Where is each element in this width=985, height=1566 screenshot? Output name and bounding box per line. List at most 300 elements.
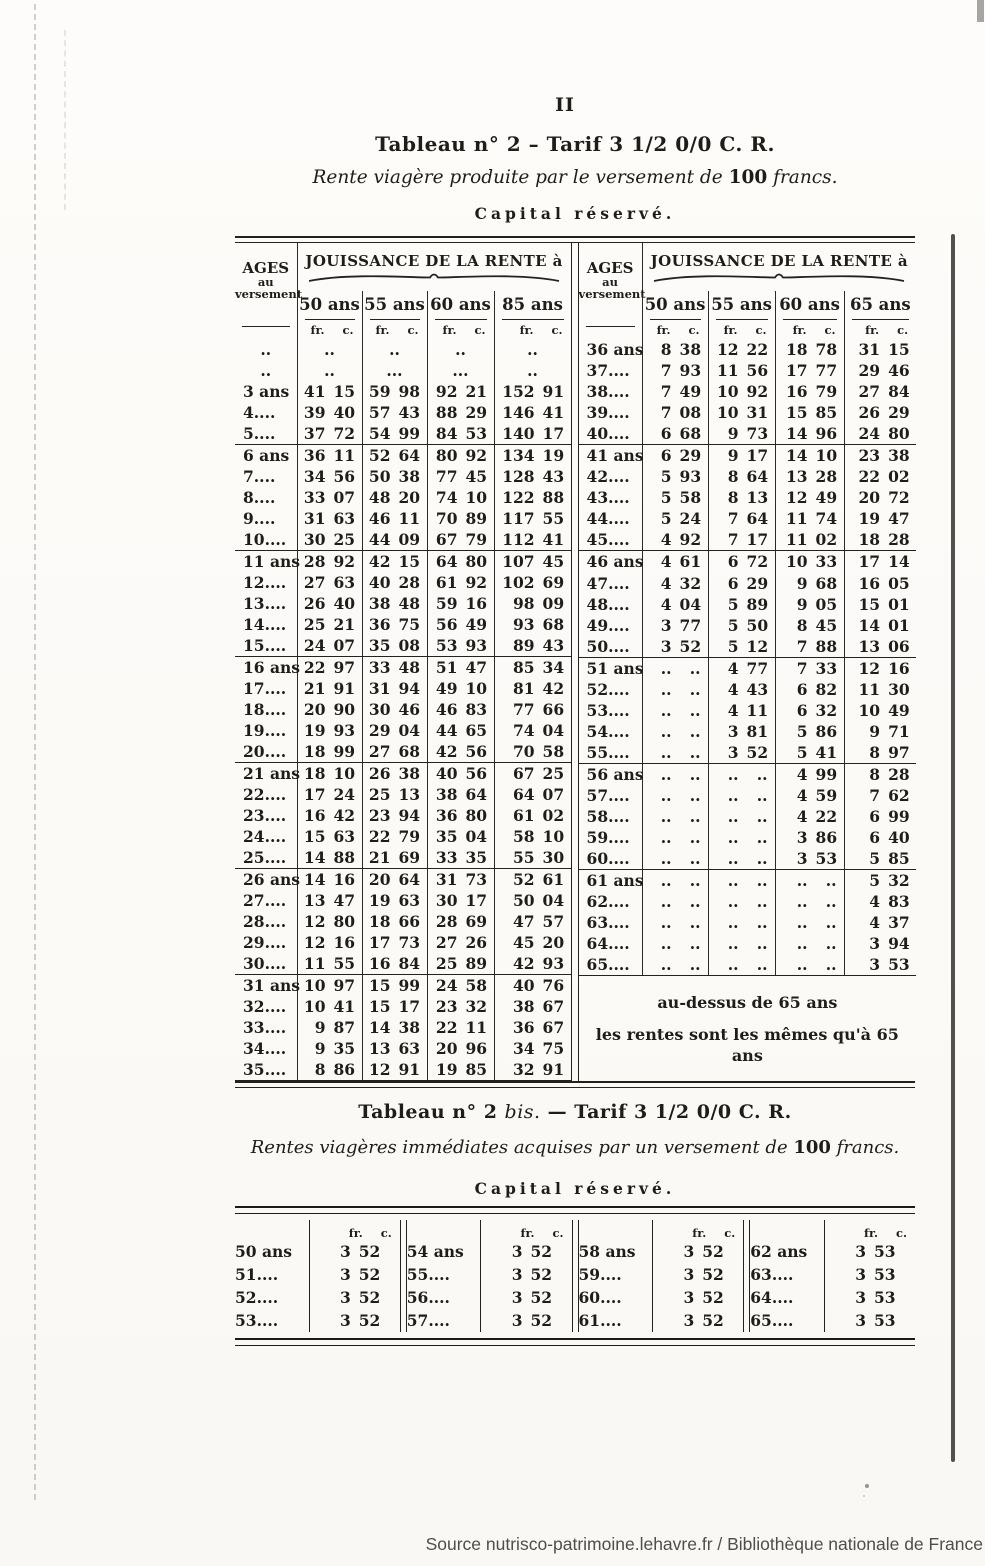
value-cell [362,741,427,763]
value-cell [427,678,494,699]
table-row [235,657,571,679]
fr-c-value: .. .. [660,786,701,805]
value-cell [775,423,844,445]
fr-c-value: 4 43 [727,679,769,699]
age-label: 57.... [586,786,630,805]
fr-c-value: 64 80 [435,552,488,571]
c-label: c. [824,323,836,337]
table-row [578,402,916,423]
fr-c-value: .. .. [727,955,768,975]
value-cell [427,911,494,932]
value-cell [362,529,427,551]
age-label: 46 ans [586,552,644,572]
value-cell [642,339,708,360]
fr-c-value: 98 09 [512,594,565,613]
value-cell [775,806,844,827]
fr-c-value: 61 02 [512,806,565,825]
above-65-note [578,976,916,1081]
fr-c-value: 56 49 [435,615,488,634]
fr-c-value: 24 07 [303,636,356,655]
fr-label: fr. [310,323,325,337]
value-cell [297,975,362,997]
value-cell [775,700,844,721]
value-cell [708,360,775,381]
value-cell [427,847,494,869]
fr-c-value: 84 53 [435,424,488,443]
ages-header [235,243,303,317]
value-cell [775,529,844,551]
fr-c-value: 26 38 [368,764,421,783]
value-cell [708,381,775,402]
value-cell [297,1059,362,1081]
table-row [235,1309,400,1332]
value-cell [427,360,494,381]
fr-label: fr. [792,323,807,337]
fr-c-value: .. .. [727,807,768,827]
annuity-table [235,236,915,1088]
fr-c-value: 19 93 [303,721,356,740]
fr-c-value: 51 47 [435,658,488,677]
fr-c-value: 4 04 [660,594,702,614]
fr-c-value: 57 43 [368,403,421,422]
fr-c-value: 29 46 [858,361,910,381]
age-label: 59.... [578,1265,622,1284]
value-cell [362,996,427,1017]
value-cell [642,487,708,508]
value-cell [494,551,571,573]
age-label: 6 ans [243,446,290,465]
age-label: 53.... [586,700,630,720]
age-label: 55.... [578,742,642,764]
value-cell [427,572,494,593]
table1-title: Tableau n° 2 – Tarif 3 1/2 0/0 C. R. [375,132,775,156]
fr-c-value: 4 11 [727,700,769,720]
value-cell [642,573,708,594]
value-cell [642,381,708,402]
value-cell [297,763,362,785]
fr-c-value: 7 17 [727,530,769,550]
value-cell [362,975,427,997]
value-cell [844,529,916,551]
fr-c-value: 31 73 [435,870,488,889]
age-label: 33.... [243,1018,287,1037]
age-label: 65.... [750,1311,794,1330]
age-label: 40.... [578,423,642,445]
value-cell [427,699,494,720]
value-cell [708,848,775,870]
value-cell [642,827,708,848]
fr-c-value: 74 04 [512,721,565,740]
fr-c-value: .. .. [660,892,701,912]
age-label: 42.... [586,467,630,487]
age-label: 32.... [243,997,287,1016]
fr-c-value: 36 80 [435,806,488,825]
table-row [578,742,916,764]
age-label: 51 ans [586,658,644,678]
c-label: c. [342,323,354,337]
bottom-right-scan-specks [865,1484,869,1488]
value-cell [494,805,571,826]
fr-c-value: 23 32 [435,997,488,1016]
value-cell [708,529,775,551]
age-label: 16 ans [243,658,301,677]
age-label: .. [260,340,272,359]
fr-c-value: 10 97 [303,976,356,995]
fr-c-value: 146 41 [502,403,565,422]
fr-c-value: 3 52 [339,1288,381,1307]
value-cell [427,953,494,975]
fr-c-header [309,1220,400,1240]
fr-c-value: 61 92 [435,573,488,592]
c-label: c. [688,323,700,337]
fr-c-value: 9 35 [314,1039,356,1058]
value-cell [481,1309,572,1332]
fr-c-value: 18 28 [858,530,910,550]
fr-c-value: 35 08 [368,636,421,655]
value-cell [642,785,708,806]
fr-c-value: 12 22 [716,340,769,360]
value-cell [427,593,494,614]
value-cell [844,848,916,870]
fr-c-value: 8 97 [869,742,910,762]
fr-c-value: .. [324,340,335,359]
fr-c-value: ... [386,361,403,380]
age-label: 12.... [243,573,287,592]
value-cell [494,614,571,635]
table-row [579,1286,744,1309]
value-cell [708,721,775,742]
value-cell [494,741,571,763]
fr-c-value: 8 13 [727,488,769,508]
age-label: 57.... [406,1311,450,1330]
value-cell [494,572,571,593]
fr-c-value: 14 96 [785,424,838,444]
ages-line3: versement [578,286,646,301]
value-cell [362,805,427,826]
fr-c-value: 3 52 [339,1265,381,1284]
value-cell [708,679,775,700]
value-cell [297,805,362,826]
age-label: 5.... [235,423,297,445]
table-row [578,445,916,467]
value-cell [708,700,775,721]
table-row [235,911,571,932]
value-cell [642,763,708,785]
fr-c-value: 35 04 [435,827,488,846]
fr-c-value: 3 52 [660,636,702,656]
value-cell [362,466,427,487]
age-label: 41 ans [586,446,644,466]
value-cell [775,933,844,954]
fr-c-value: .. .. [660,807,701,827]
fr-c-value: 36 11 [303,446,356,465]
value-cell [362,699,427,720]
value-cell [494,975,571,997]
value-cell [494,996,571,1017]
value-cell [653,1263,744,1286]
age-label: 30.... [235,953,297,975]
value-cell [494,699,571,720]
table-row [407,1309,572,1332]
fr-c-value: 45 20 [512,933,565,952]
value-cell [642,402,708,423]
fr-c-value: 20 96 [435,1039,488,1058]
fr-c-value: 70 89 [435,509,488,528]
fr-c-value: 13 28 [785,467,838,487]
fr-c-value: 26 40 [303,594,356,613]
age-label: 26 ans [243,870,301,889]
bis-bottom-double-rule [235,1338,915,1346]
fr-c-value: 22 97 [303,658,356,677]
age-label: 36 ans [586,340,644,360]
age-label: 62.... [586,892,630,912]
value-cell [297,445,362,467]
value-cell [297,720,362,741]
value-cell [708,339,775,360]
age-label: 63.... [750,1265,794,1284]
fr-c-value: 16 79 [785,382,838,402]
fr-c-value: .. [527,361,538,380]
value-cell [297,339,362,360]
fr-c-value: 8 64 [727,467,769,487]
value-cell [653,1240,744,1263]
value-cell [775,870,844,892]
col-head-85: 85 ans [494,291,571,317]
value-cell [297,784,362,805]
fr-c-value: 152 91 [502,382,565,401]
value-cell [708,466,775,487]
age-label: 54 ans [406,1242,464,1261]
fr-c-value: 6 99 [869,807,910,827]
table-row [578,933,916,954]
value-cell [708,445,775,467]
table-row [235,826,571,847]
fr-c-value: 13 06 [858,636,910,656]
fr-c-value: .. .. [660,955,701,975]
value-cell [427,551,494,573]
fr-c-value: .. .. [727,871,768,891]
fr-c-value: fr. c. [692,1226,736,1240]
fr-c-value: 41 15 [303,382,356,401]
fr-c-value: 5 32 [869,871,910,891]
value-cell [708,487,775,508]
fr-c-value: 3 53 [855,1265,896,1284]
fr-c-value: 3 81 [727,721,769,741]
value-cell [297,657,362,679]
value-cell [297,826,362,847]
fr-c-value: 14 16 [303,870,356,889]
fr-c-value: 38 67 [512,997,565,1016]
table-row [578,721,916,742]
value-cell [844,721,916,742]
table-row [235,720,571,741]
age-label: .. [260,361,272,380]
value-cell [309,1240,400,1263]
value-cell [427,657,494,679]
bis-group-table [750,1220,915,1332]
age-label: 49.... [586,615,630,635]
ages-line1: AGES [586,258,634,277]
table-row [235,1059,571,1081]
value-cell [427,466,494,487]
age-label: 17.... [243,679,287,698]
fr-c-value: 20 90 [303,700,356,719]
col-head-60: 60 ans [775,291,844,317]
fr-label: fr. [442,323,457,337]
value-cell [362,869,427,891]
value-cell [494,445,571,467]
fr-c-value: 24 58 [435,976,488,995]
fr-c-value: 13 47 [303,891,356,910]
value-cell [775,551,844,573]
value-cell [775,487,844,508]
fr-c-value: 3 52 [683,1311,724,1330]
value-cell [824,1309,915,1332]
fr-c-value: 6 29 [727,573,769,593]
fr-c-value: 22 02 [858,467,910,487]
value-cell [362,847,427,869]
value-cell [494,911,571,932]
value-cell [642,912,708,933]
value-cell [481,1263,572,1286]
table-row [578,806,916,827]
value-cell [297,890,362,911]
fr-c-value: 67 25 [512,764,565,783]
table-row [235,784,571,805]
fr-c-value: 17 14 [858,552,910,572]
fr-c-value: 40 56 [435,764,488,783]
fr-c-header [297,317,362,339]
fr-c-value: 28 69 [435,912,488,931]
value-cell [494,826,571,847]
table-row [235,572,571,593]
fr-c-value: 128 43 [502,467,565,486]
fr-c-value: 44 65 [435,721,488,740]
table-row [578,529,916,551]
fr-label: fr. [656,323,671,337]
value-cell [297,1038,362,1059]
value-cell [642,466,708,487]
jouissance-label: JOUISSANCE DE LA RENTE à [650,252,908,270]
table2-title [235,1101,915,1123]
fr-c-value: 24 80 [858,424,910,444]
note-row [578,976,916,1081]
value-cell [297,423,362,445]
fr-c-value: 7 62 [869,786,910,805]
table-row [235,339,571,360]
value-cell [708,594,775,615]
value-cell [297,572,362,593]
value-cell [775,891,844,912]
value-cell [494,763,571,785]
fr-c-value: 107 45 [502,552,565,571]
fr-c-value: 3 52 [511,1265,553,1284]
fr-c-value: 52 64 [368,446,421,465]
bottom-double-rule [235,1081,915,1088]
age-label: 9.... [243,509,276,528]
table-row [578,594,916,615]
group-divider [572,1220,579,1332]
table-row [235,593,571,614]
value-cell [297,1017,362,1038]
value-cell [427,487,494,508]
note-line2: les rentes sont les mêmes qu'à 65 ans [595,1024,899,1065]
right-table-body [578,339,916,1081]
fr-c-value: 112 41 [502,530,565,549]
value-cell [775,785,844,806]
age-label: 50 ans [235,1242,293,1261]
age-label: 8.... [243,488,276,507]
fr-c-value: 4 92 [660,530,702,550]
value-cell [775,763,844,785]
fr-c-value: 4 59 [796,786,838,805]
value-cell [297,487,362,508]
table1-subtitle [215,167,935,188]
value-cell [362,381,427,402]
fr-c-value: 16 42 [303,806,356,825]
fr-c-value: 3 53 [855,1288,896,1307]
fr-c-value: 37 72 [303,424,356,443]
table-row [235,1286,400,1309]
fr-c-value: 40 76 [512,976,565,995]
fr-c-value: .. .. [796,934,837,954]
value-cell [642,806,708,827]
table2-title-bis: bis. [504,1101,541,1123]
table2-caption: Capital réservé. [474,1179,676,1198]
table-row [578,508,916,529]
fr-c-value: 9 05 [796,594,838,614]
table-row [578,763,916,785]
fr-label: fr. [865,323,880,337]
fr-c-value: 140 17 [502,424,565,443]
fr-c-value: 4 83 [869,892,910,912]
fr-c-value: 50 04 [512,891,565,910]
value-cell [708,827,775,848]
value-cell [362,402,427,423]
value-cell [297,869,362,891]
fr-c-value: .. .. [660,913,701,933]
fr-c-value: 33 35 [435,848,488,867]
fr-c-value: 10 92 [716,382,769,402]
fr-c-value: .. .. [660,742,701,762]
value-cell [427,975,494,997]
bis-group-table [579,1220,744,1332]
value-cell [494,678,571,699]
value-cell [362,1059,427,1081]
value-cell [775,573,844,594]
value-cell [494,381,571,402]
fr-c-value: .. .. [660,700,701,720]
fr-c-value: 17 73 [368,933,421,952]
age-label: 31 ans [243,976,301,995]
value-cell [362,1038,427,1059]
fr-c-value: 20 64 [368,870,421,889]
table-row [235,360,571,381]
table-row [235,741,571,763]
fr-c-value: 27 26 [435,933,488,952]
value-cell [824,1286,915,1309]
fr-c-value: 18 78 [785,340,838,360]
fr-c-value: 134 19 [502,446,565,465]
fr-c-value: 33 07 [303,488,356,507]
fr-c-value: 30 46 [368,700,421,719]
fr-c-value: 14 88 [303,848,356,867]
table2-subtitle-prefix: Rentes viagères immédiates acquises par un versement de [250,1137,794,1158]
fr-c-value: 30 25 [303,530,356,549]
fr-c-value: 52 61 [512,870,565,889]
table-row [578,615,916,636]
bis-group-table [235,1220,400,1332]
